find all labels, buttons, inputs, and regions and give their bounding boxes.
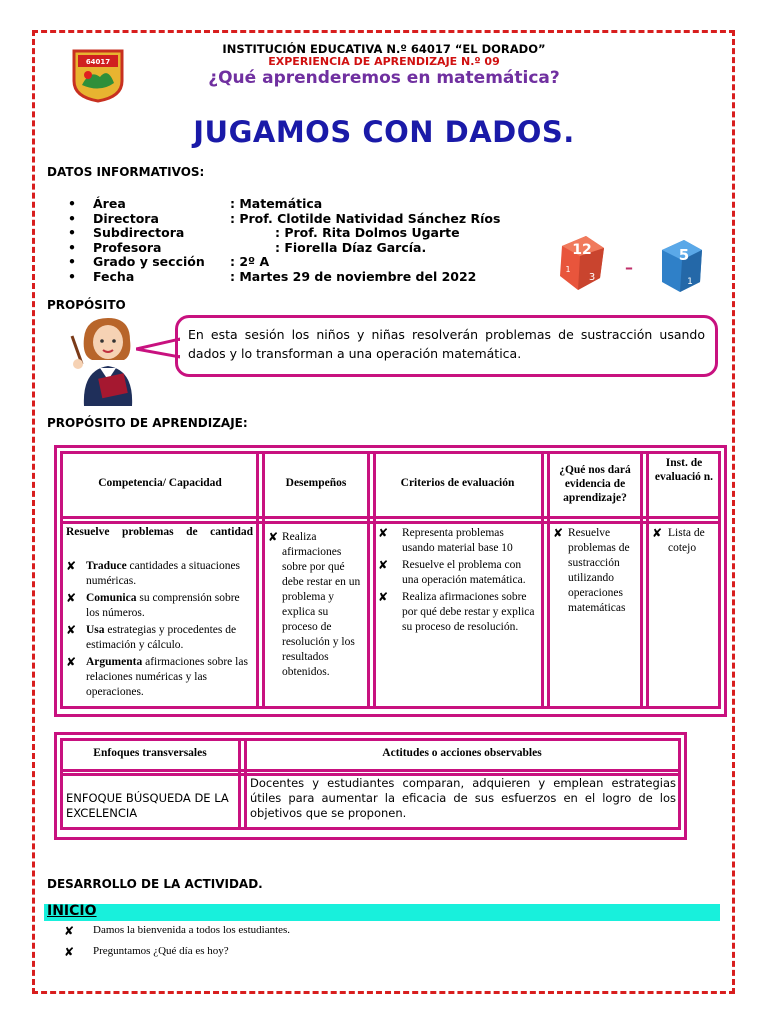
die-number: 5 <box>678 246 690 264</box>
desempeno-text: Realiza afirmaciones sobre por qué debe restar en un problema y explica su proceso de resolución y los resultados obtenidos. <box>282 531 361 678</box>
experience-label: EXPERIENCIA DE APRENDIZAJE N.º 09 <box>268 55 500 68</box>
capacidad-item: ✘ Comunica su comprensión sobre los números. <box>66 591 240 619</box>
table-rule <box>640 451 643 709</box>
capacidad-item: ✘ Argumenta afirmaciones sobre las relaciones numéricas y las operaciones. <box>66 655 248 698</box>
table-rule <box>256 451 259 709</box>
inicio-label: INICIO <box>47 903 97 919</box>
col-header-competencia: Competencia/ Capacidad <box>98 477 222 489</box>
table-rule <box>547 451 550 709</box>
aprendizaje-heading: PROPÓSITO DE APRENDIZAJE: <box>47 416 248 430</box>
datos-label: Área <box>93 196 126 211</box>
criterio-item: ✘ Representa problemas usando material base 10 <box>378 526 513 554</box>
die-number: 3 <box>588 272 596 283</box>
criterio-item: ✘ Resuelve el problema con una operación matemática. <box>378 558 526 586</box>
table-rule <box>60 451 63 709</box>
datos-value: : Prof. Rita Dolmos Ugarte <box>275 225 460 241</box>
table-rule <box>60 706 721 709</box>
die-number: 1 <box>687 277 693 287</box>
evidencia-cell: ✘ Resuelve problemas de sustracción utilizando operaciones matemáticas <box>553 526 630 614</box>
col-header-criterios: Criterios de evaluación <box>400 477 515 489</box>
datos-label: Subdirectora <box>93 225 185 241</box>
table-rule <box>238 738 241 830</box>
desarrollo-heading: DESARROLLO DE LA ACTIVIDAD. <box>47 877 263 891</box>
datos-label: Fecha <box>93 268 135 284</box>
table-rule <box>60 738 681 741</box>
datos-value: : Prof. Clotilde Natividad Sánchez Ríos <box>230 210 501 226</box>
instrumento-cell: ✘ Lista de cotejo <box>652 526 705 554</box>
datos-value: : Fiorella Díaz García. <box>275 239 427 255</box>
svg-text:64017: 64017 <box>85 58 111 66</box>
table-rule <box>244 738 247 830</box>
proposito-heading: PROPÓSITO <box>47 298 126 312</box>
capacidad-item: ✘ Traduce cantidades a situaciones numéricas. <box>66 559 241 587</box>
datos-value: : Martes 29 de noviembre del 2022 <box>230 268 477 284</box>
table-rule <box>678 738 681 830</box>
table-rule <box>60 827 681 830</box>
table-rule <box>60 451 721 454</box>
datos-label: Profesora <box>93 239 162 255</box>
table-rule <box>60 516 721 519</box>
red-die-icon <box>556 234 608 292</box>
datos-value: : Matemática <box>230 196 323 211</box>
blue-die-icon <box>658 238 706 294</box>
institution-name: INSTITUCIÓN EDUCATIVA N.º 64017 “EL DORADO” <box>222 42 546 56</box>
table-rule <box>262 451 265 709</box>
table-rule <box>367 451 370 709</box>
accion-text: Docentes y estudiantes comparan, adquieren y emplean estrategias útiles para aumentar la eficacia de sus esfuerzos en el logro de los objetivos que se proponen. <box>250 776 676 820</box>
teacher-illustration-icon <box>62 314 154 406</box>
inicio-bar <box>44 904 720 921</box>
die-number: 12 <box>572 242 592 258</box>
die-number: 1 <box>565 265 571 274</box>
datos-label: Grado y sección <box>93 254 205 270</box>
table-rule <box>718 451 721 709</box>
criterio-item: ✘ Realiza afirmaciones sobre por qué debe restar y explica su proceso de resolución. <box>378 590 535 633</box>
page-title: JUGAMOS CON DADOS. <box>193 115 575 149</box>
table-rule <box>60 769 681 772</box>
capacidades-list <box>66 559 253 700</box>
page-question: ¿Qué aprenderemos en matemática? <box>208 68 560 88</box>
table-rule <box>541 451 544 709</box>
col-header-evidencia: ¿Qué nos dará evidencia de aprendizaje? <box>559 464 631 504</box>
criterios-list <box>378 526 538 635</box>
competencia-title: Resuelve problemas de cantidad <box>66 526 253 538</box>
speech-bubble-tail <box>136 337 180 359</box>
datos-heading: DATOS INFORMATIVOS: <box>47 165 205 179</box>
table-rule <box>60 521 721 524</box>
capacidad-item: ✘ Usa estrategias y procedentes de estimación y cálculo. <box>66 623 237 651</box>
col-header-enfoques: Enfoques transversales <box>93 747 207 759</box>
table-rule <box>646 451 649 709</box>
col-header-desempenos: Desempeños <box>285 477 347 489</box>
enfoque-name: ENFOQUE BÚSQUEDA DE LA EXCELENCIA <box>66 791 229 820</box>
datos-label: Directora <box>93 210 159 226</box>
table-rule <box>60 738 63 830</box>
minus-sign: – <box>625 258 633 277</box>
table-rule <box>373 451 376 709</box>
col-header-instrumento: Inst. de evaluació n. <box>654 457 714 483</box>
col-header-actitudes: Actitudes o acciones observables <box>382 747 542 759</box>
desempeno-cell: ✘ Realiza afirmaciones sobre por qué debe restar en un problema y explica su proceso de resolución y los resultados obtenidos. <box>268 530 361 678</box>
proposito-bubble: En esta sesión los niños y niñas resolverán problemas de sustracción usando dados y lo transforman a una operación matemática. <box>175 315 718 377</box>
datos-value: : 2º A <box>230 254 270 270</box>
